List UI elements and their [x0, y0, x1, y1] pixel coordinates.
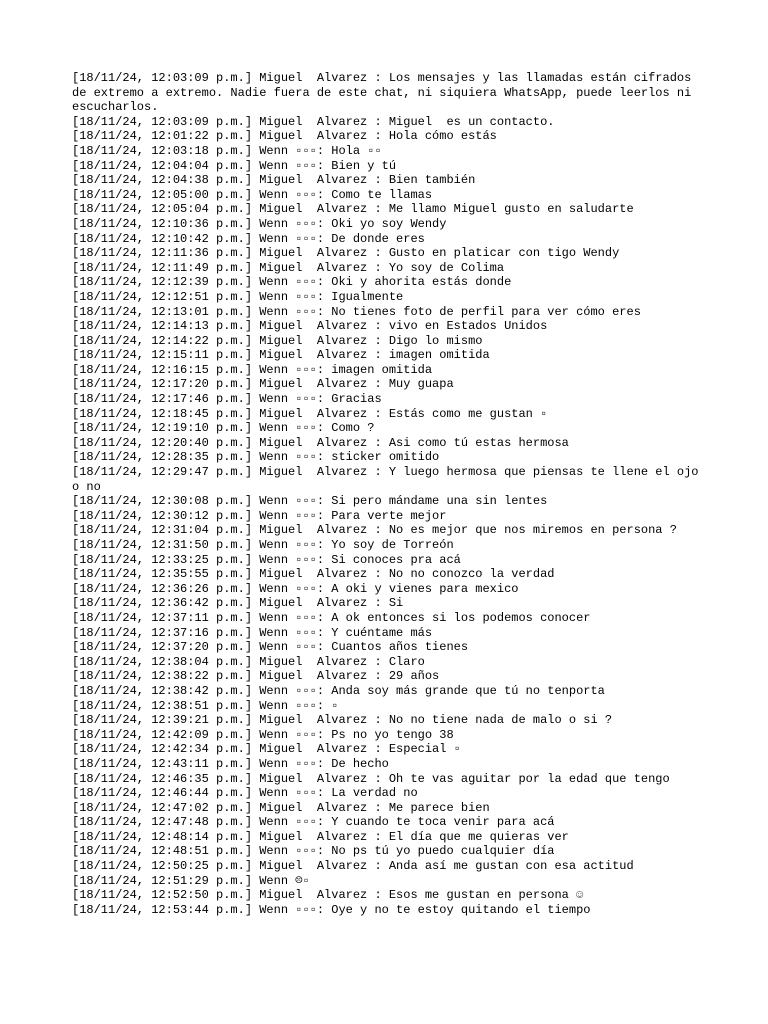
chat-line: [18/11/24, 12:50:25 p.m.] Miguel Alvarez : Anda así me gustan con esa actitud	[72, 859, 634, 874]
chat-line: [18/11/24, 12:17:46 p.m.] Wenn ▫▫▫: Gracias	[72, 392, 382, 407]
chat-line: [18/11/24, 12:52:50 p.m.] Miguel Alvarez : Esos me gustan en persona ☺	[72, 888, 584, 903]
chat-line: [18/11/24, 12:18:45 p.m.] Miguel Alvarez : Estás como me gustan ▫	[72, 406, 548, 421]
chat-line: [18/11/24, 12:46:44 p.m.] Wenn ▫▫▫: La verdad no	[72, 786, 418, 801]
chat-line: [18/11/24, 12:11:36 p.m.] Miguel Alvarez : Gusto en platicar con tigo Wendy	[72, 246, 620, 261]
chat-line: [18/11/24, 12:16:15 p.m.] Wenn ▫▫▫: imagen omitida	[72, 362, 433, 377]
chat-line: [18/11/24, 12:13:01 p.m.] Wenn ▫▫▫: No tienes foto de perfil para ver cómo eres	[72, 304, 641, 319]
chat-line: [18/11/24, 12:29:47 p.m.] Miguel Alvarez : Y luego hermosa que piensas te llene el ojo o no	[72, 465, 706, 494]
chat-transcript	[72, 71, 712, 917]
chat-line: [18/11/24, 12:30:12 p.m.] Wenn ▫▫▫: Para verte mejor	[72, 508, 447, 523]
chat-line: [18/11/24, 12:38:22 p.m.] Miguel Alvarez : 29 años	[72, 669, 440, 684]
chat-line: [18/11/24, 12:10:42 p.m.] Wenn ▫▫▫: De donde eres	[72, 231, 425, 246]
chat-line: [18/11/24, 12:53:44 p.m.] Wenn ▫▫▫: Oye y no te estoy quitando el tiempo	[72, 902, 591, 917]
chat-line: [18/11/24, 12:31:50 p.m.] Wenn ▫▫▫: Yo soy de Torreón	[72, 538, 454, 552]
chat-line: [18/11/24, 12:05:04 p.m.] Miguel Alvarez : Me llamo Miguel gusto en saludarte	[72, 202, 634, 217]
chat-line: [18/11/24, 12:37:20 p.m.] Wenn ▫▫▫: Cuantos años tienes	[72, 640, 469, 655]
chat-line: [18/11/24, 12:47:48 p.m.] Wenn ▫▫▫: Y cuando te toca venir para acá	[72, 815, 555, 830]
chat-line: [18/11/24, 12:19:10 p.m.] Wenn ▫▫▫: Como ?	[72, 421, 375, 436]
chat-line: [18/11/24, 12:42:09 p.m.] Wenn ▫▫▫: Ps no yo tengo 38	[72, 727, 454, 742]
chat-line: [18/11/24, 12:04:04 p.m.] Wenn ▫▫▫: Bien y tú	[72, 158, 397, 173]
chat-line: [18/11/24, 12:37:11 p.m.] Wenn ▫▫▫: A ok entonces si los podemos conocer	[72, 610, 591, 625]
chat-line: [18/11/24, 12:35:55 p.m.] Miguel Alvarez : No no conozco la verdad	[72, 567, 555, 582]
chat-line: [18/11/24, 12:48:14 p.m.] Miguel Alvarez : El día que me quieras ver	[72, 829, 569, 844]
chat-line: [18/11/24, 12:14:22 p.m.] Miguel Alvarez : Digo lo mismo	[72, 333, 483, 348]
chat-line: [18/11/24, 12:01:22 p.m.] Miguel Alvarez : Hola cómo estás	[72, 129, 497, 144]
chat-line: [18/11/24, 12:33:25 p.m.] Wenn ▫▫▫: Si conoces pra acá	[72, 552, 461, 567]
chat-line: [18/11/24, 12:17:20 p.m.] Miguel Alvarez : Muy guapa	[72, 377, 454, 392]
chat-line: [18/11/24, 12:36:26 p.m.] Wenn ▫▫▫: A oki y vienes para mexico	[72, 581, 519, 596]
chat-line: [18/11/24, 12:42:34 p.m.] Miguel Alvarez : Especial ▫	[72, 742, 461, 757]
chat-line: [18/11/24, 12:37:16 p.m.] Wenn ▫▫▫: Y cuéntame más	[72, 625, 433, 640]
chat-line: [18/11/24, 12:11:49 p.m.] Miguel Alvarez : Yo soy de Colima	[72, 260, 505, 275]
chat-line: [18/11/24, 12:43:11 p.m.] Wenn ▫▫▫: De hecho	[72, 756, 389, 771]
chat-line: [18/11/24, 12:36:42 p.m.] Miguel Alvarez : Si	[72, 596, 404, 611]
chat-line: [18/11/24, 12:05:00 p.m.] Wenn ▫▫▫: Como te llamas	[72, 187, 433, 202]
chat-line: [18/11/24, 12:30:08 p.m.] Wenn ▫▫▫: Si pero mándame una sin lentes	[72, 494, 548, 509]
chat-line: [18/11/24, 12:46:35 p.m.] Miguel Alvarez : Oh te vas aguitar por la edad que tengo	[72, 771, 670, 786]
chat-line: [18/11/24, 12:03:18 p.m.] Wenn ▫▫▫: Hola ▫▫	[72, 143, 382, 158]
chat-line: [18/11/24, 12:38:04 p.m.] Miguel Alvarez : Claro	[72, 654, 425, 669]
chat-line: [18/11/24, 12:31:04 p.m.] Miguel Alvarez : No es mejor que nos miremos en persona ?	[72, 523, 677, 538]
chat-line: [18/11/24, 12:28:35 p.m.] Wenn ▫▫▫: sticker omitido	[72, 450, 440, 465]
chat-line: [18/11/24, 12:12:39 p.m.] Wenn ▫▫▫: Oki y ahorita estás donde	[72, 275, 512, 290]
chat-line: [18/11/24, 12:20:40 p.m.] Miguel Alvarez : Asi como tú estas hermosa	[72, 435, 569, 450]
chat-line: [18/11/24, 12:38:42 p.m.] Wenn ▫▫▫: Anda soy más grande que tú no tenporta	[72, 683, 605, 698]
chat-line: [18/11/24, 12:38:51 p.m.] Wenn ▫▫▫: ▫	[72, 698, 339, 713]
chat-line: [18/11/24, 12:48:51 p.m.] Wenn ▫▫▫: No ps tú yo puedo cualquier día	[72, 844, 555, 859]
chat-line: [18/11/24, 12:04:38 p.m.] Miguel Alvarez : Bien también	[72, 173, 476, 188]
chat-line: [18/11/24, 12:39:21 p.m.] Miguel Alvarez : No no tiene nada de malo o si ?	[72, 713, 613, 728]
chat-line: [18/11/24, 12:03:09 p.m.] Miguel Alvarez : Miguel es un contacto.	[72, 114, 555, 129]
chat-line: [18/11/24, 12:03:09 p.m.] Miguel Alvarez : Los mensajes y las llamadas están cifrados de extremo a extremo. Nadie fuera de este chat, ni siquiera WhatsApp, puede leerlos ni escucharlos.	[72, 71, 699, 115]
chat-line: [18/11/24, 12:51:29 p.m.] Wenn ☹▫	[72, 873, 310, 888]
chat-line: [18/11/24, 12:12:51 p.m.] Wenn ▫▫▫: Igualmente	[72, 289, 404, 304]
chat-line: [18/11/24, 12:10:36 p.m.] Wenn ▫▫▫: Oki yo soy Wendy	[72, 216, 447, 231]
chat-line: [18/11/24, 12:15:11 p.m.] Miguel Alvarez : imagen omitida	[72, 348, 490, 363]
chat-line: [18/11/24, 12:47:02 p.m.] Miguel Alvarez : Me parece bien	[72, 800, 490, 815]
chat-line: [18/11/24, 12:14:13 p.m.] Miguel Alvarez : vivo en Estados Unidos	[72, 319, 548, 334]
